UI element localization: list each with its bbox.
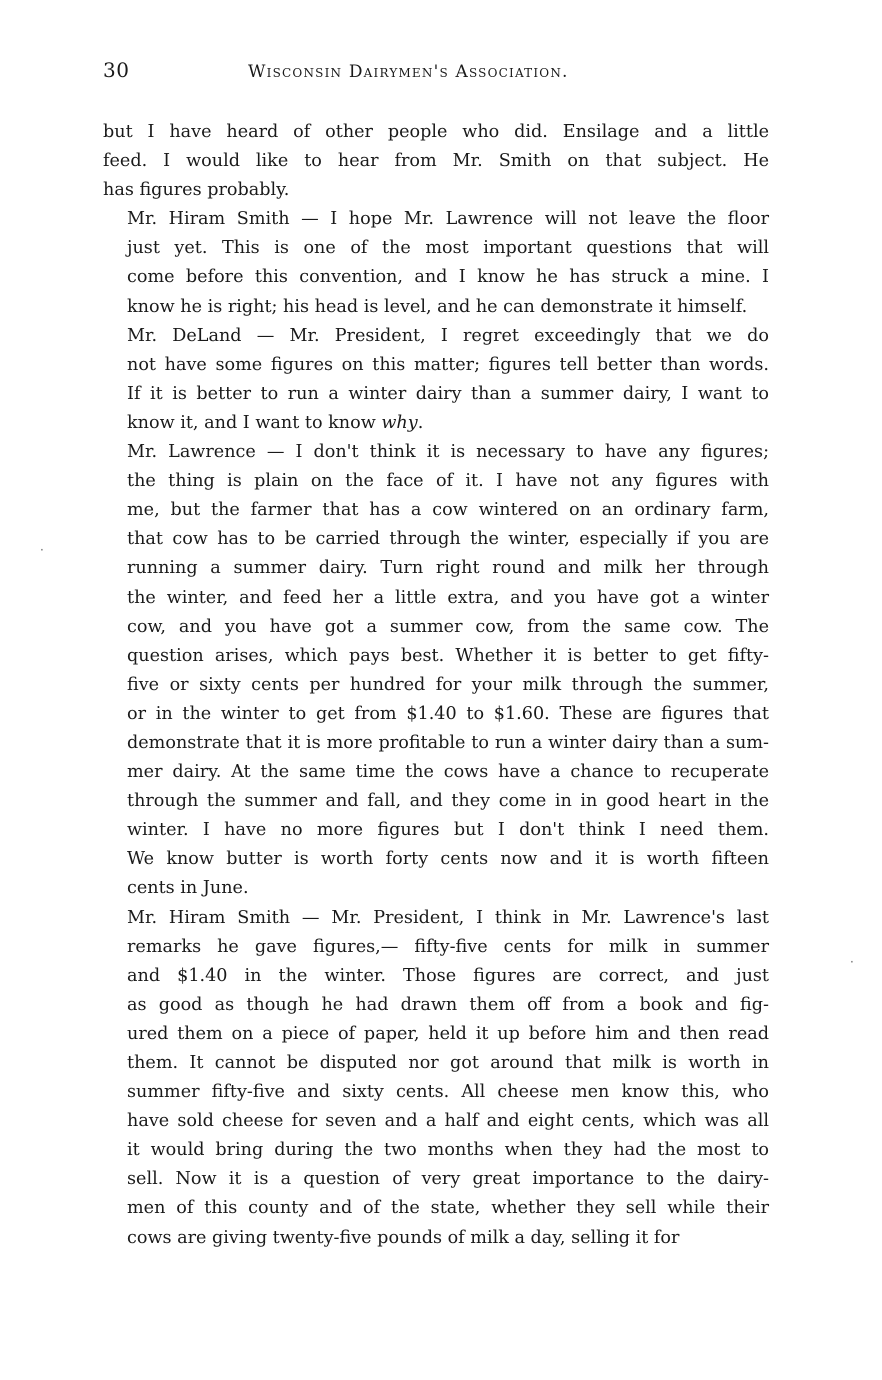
text-line: know it, and I want to know why. xyxy=(127,412,424,433)
text-line: through the summer and fall, and they come in in good heart in the xyxy=(127,791,769,812)
text-line: remarks he gave figures,— fifty-five cents for milk in summer xyxy=(127,936,769,957)
text-line: the winter, and feed her a little extra, and you have got a winter xyxy=(127,587,769,608)
running-title: Wisconsin Dairymen's Association. xyxy=(248,62,569,82)
body-text xyxy=(103,118,769,1253)
margin-speck: · xyxy=(40,543,44,557)
text-line: and $1.40 in the winter. Those figures are correct, and just xyxy=(127,965,769,986)
paragraph xyxy=(103,438,769,904)
paragraph xyxy=(103,904,769,1253)
text-line: Mr. Lawrence — I don't think it is necessary to have any figures; xyxy=(127,442,769,463)
text-line: five or sixty cents per hundred for your milk through the summer, xyxy=(127,674,769,695)
running-head xyxy=(103,58,768,92)
paragraph xyxy=(103,118,769,205)
text-line: Mr. Hiram Smith — I hope Mr. Lawrence will not leave the floor xyxy=(127,209,769,230)
text-line: demonstrate that it is more profitable to run a winter dairy than a sum- xyxy=(127,732,769,753)
text-line: sell. Now it is a question of very great importance to the dairy- xyxy=(127,1169,769,1190)
text-line: has figures probably. xyxy=(103,180,290,201)
text-line: know he is right; his head is level, and he can demonstrate it himself. xyxy=(127,296,748,317)
text-line: or in the winter to get from $1.40 to $1.60. These are figures that xyxy=(127,703,769,724)
text-line: the thing is plain on the face of it. I have not any figures with xyxy=(127,471,769,492)
text-line: If it is better to run a winter dairy than a summer dairy, I want to xyxy=(127,383,769,404)
text-line: not have some figures on this matter; figures tell better than words. xyxy=(127,354,769,375)
text-line: running a summer dairy. Turn right round and milk her through xyxy=(127,558,769,579)
paragraph xyxy=(103,322,769,438)
text-line: mer dairy. At the same time the cows have a chance to recuperate xyxy=(127,762,769,783)
text-line: cow, and you have got a summer cow, from the same cow. The xyxy=(127,616,769,637)
text-line: me, but the farmer that has a cow wintered on an ordinary farm, xyxy=(127,500,769,521)
text-line: have sold cheese for seven and a half and eight cents, which was all xyxy=(127,1111,769,1132)
text-line: Mr. DeLand — Mr. President, I regret exceedingly that we do xyxy=(127,325,769,346)
text-line: that cow has to be carried through the winter, especially if you are xyxy=(127,529,769,550)
paragraph xyxy=(103,205,769,321)
margin-speck: · xyxy=(850,955,854,969)
text-line: We know butter is worth forty cents now and it is worth fifteen xyxy=(127,849,769,870)
text-line: cents in June. xyxy=(127,878,249,899)
text-line: Mr. Hiram Smith — Mr. President, I think in Mr. Lawrence's last xyxy=(127,907,769,928)
text-line: feed. I would like to hear from Mr. Smith on that subject. He xyxy=(103,151,769,172)
text-line: them. It cannot be disputed nor got around that milk is worth in xyxy=(127,1053,769,1073)
text-line: as good as though he had drawn them off from a book and fig- xyxy=(127,994,769,1015)
text-line: winter. I have no more figures but I don't think I need them. xyxy=(127,820,769,841)
text-line: summer fifty-five and sixty cents. All cheese men know this, who xyxy=(127,1082,769,1103)
text-line: just yet. This is one of the most important questions that will xyxy=(127,238,769,259)
text-line: it would bring during the two months when they had the most to xyxy=(127,1140,769,1161)
text-line: men of this county and of the state, whether they sell while their xyxy=(127,1198,769,1219)
text-line: but I have heard of other people who did. Ensilage and a little xyxy=(103,122,769,142)
text-line: cows are giving twenty-five pounds of milk a day, selling it for xyxy=(127,1227,680,1248)
page-number: 30 xyxy=(103,58,130,82)
text-line: question arises, which pays best. Whether it is better to get fifty- xyxy=(127,645,769,666)
text-line: come before this convention, and I know he has struck a mine. I xyxy=(127,267,769,288)
text-line: ured them on a piece of paper, held it up before him and then read xyxy=(127,1023,769,1044)
